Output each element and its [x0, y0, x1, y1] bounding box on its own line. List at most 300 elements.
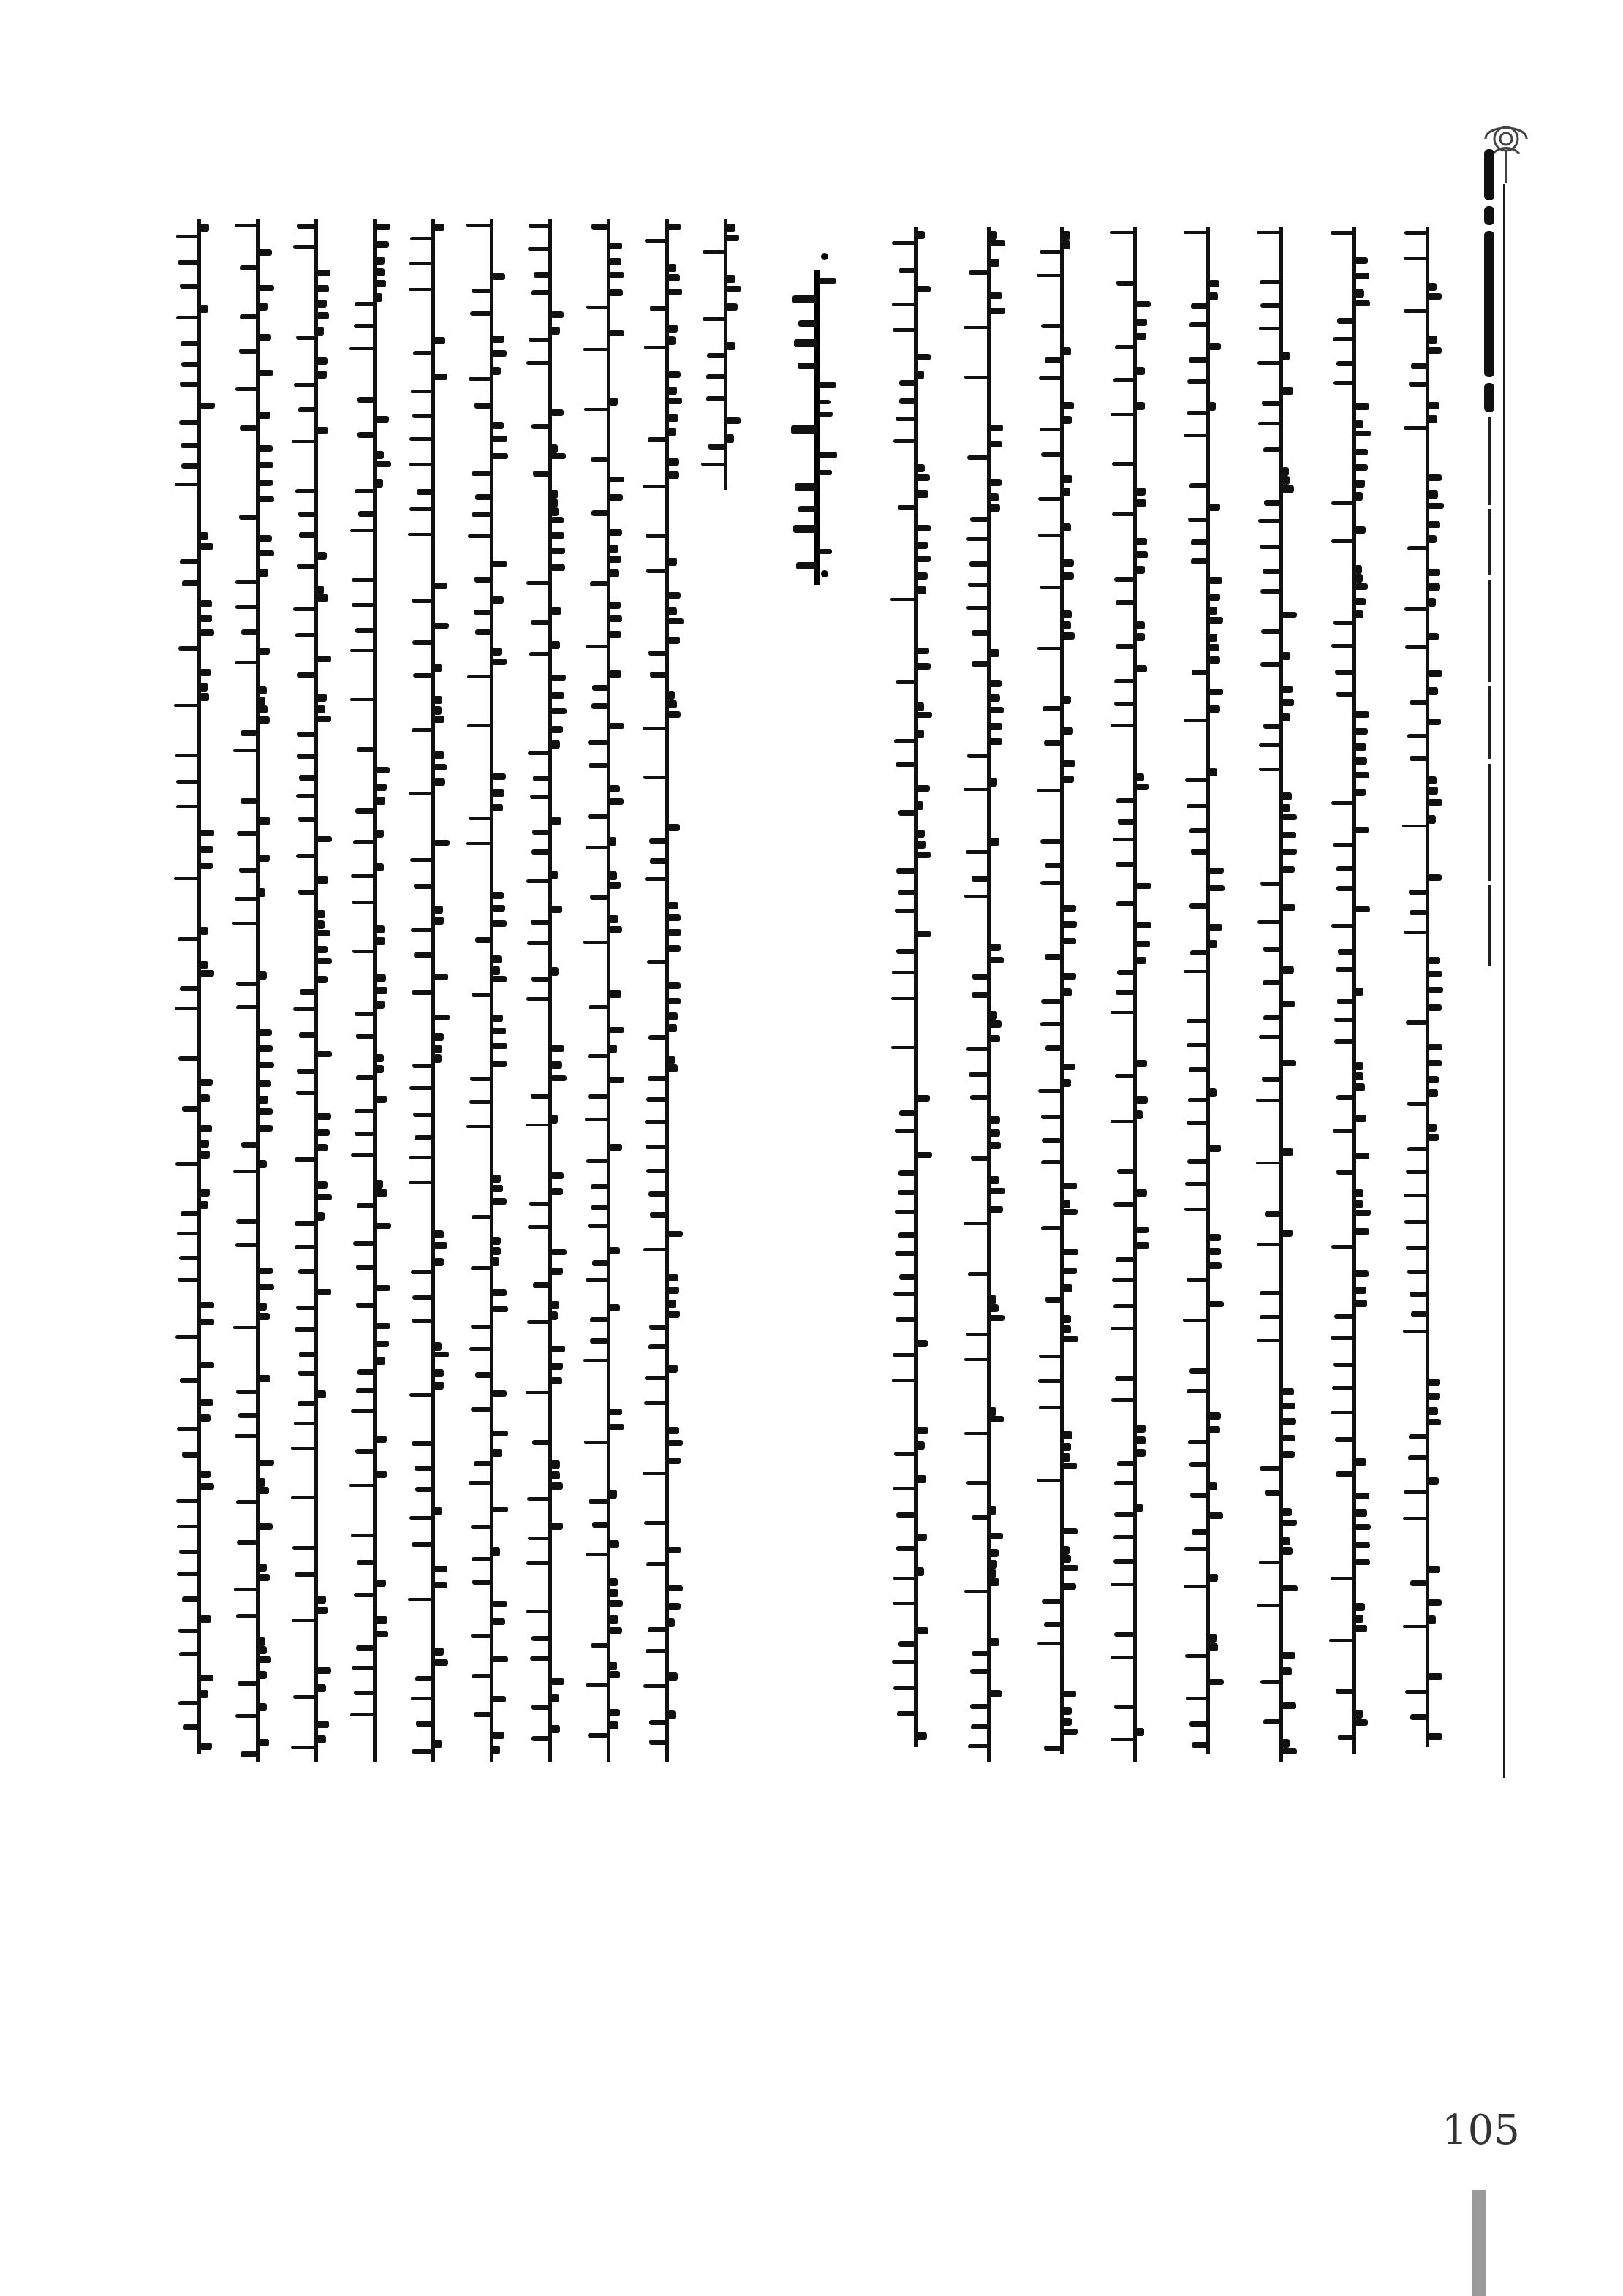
script-glyph	[609, 615, 622, 622]
script-glyph	[1411, 363, 1427, 369]
script-glyph	[1045, 357, 1062, 363]
script-glyph	[894, 1452, 915, 1456]
script-glyph	[1282, 832, 1296, 838]
script-glyph	[526, 1561, 550, 1565]
script-glyph	[492, 336, 504, 343]
paragraph-block-lower	[183, 219, 753, 1776]
script-glyph	[1337, 318, 1354, 324]
script-glyph	[492, 1449, 502, 1457]
script-glyph	[1187, 411, 1208, 415]
script-glyph	[1111, 1398, 1135, 1402]
script-glyph	[1282, 1001, 1295, 1007]
script-glyph	[1062, 1200, 1070, 1208]
script-glyph	[667, 224, 681, 230]
script-glyph	[609, 569, 619, 577]
script-glyph	[1402, 825, 1427, 827]
script-glyph	[412, 1295, 433, 1300]
heading-glyph	[798, 320, 817, 327]
script-glyph	[1428, 1599, 1442, 1606]
script-glyph	[434, 224, 444, 231]
script-glyph	[200, 629, 214, 636]
script-glyph	[375, 257, 385, 265]
script-glyph	[258, 496, 274, 502]
script-glyph	[1428, 1673, 1442, 1680]
script-glyph	[181, 443, 199, 448]
script-glyph	[200, 1125, 212, 1132]
script-glyph	[1208, 504, 1220, 511]
script-glyph	[471, 1325, 491, 1329]
script-glyph	[1062, 1315, 1071, 1323]
script-glyph	[317, 312, 329, 319]
script-glyph	[1189, 322, 1208, 327]
script-glyph	[1041, 324, 1062, 328]
script-glyph	[375, 1616, 387, 1624]
script-glyph	[258, 817, 270, 825]
script-glyph	[178, 1056, 199, 1061]
script-glyph	[967, 455, 988, 460]
heading-glyph	[819, 382, 836, 388]
script-glyph	[588, 1733, 608, 1738]
script-glyph	[1112, 512, 1135, 516]
script-glyph	[609, 1627, 622, 1634]
heading-glyph	[792, 295, 817, 303]
script-glyph	[1282, 1667, 1292, 1675]
script-glyph	[896, 1512, 915, 1518]
script-glyph	[434, 716, 444, 723]
script-glyph	[298, 1269, 316, 1274]
script-glyph	[1135, 551, 1148, 558]
script-glyph	[1188, 1440, 1208, 1444]
script-glyph	[551, 708, 567, 714]
script-glyph	[357, 1203, 374, 1208]
script-glyph	[355, 628, 374, 633]
script-glyph	[1260, 1466, 1281, 1471]
script-glyph	[667, 398, 682, 404]
script-glyph	[1208, 594, 1220, 601]
heading-glyph	[819, 412, 833, 417]
script-glyph	[258, 1487, 269, 1494]
script-glyph	[1113, 1202, 1135, 1207]
script-glyph	[1404, 231, 1427, 235]
script-glyph	[1208, 768, 1217, 776]
script-glyph	[1187, 1121, 1208, 1125]
script-glyph	[1428, 336, 1437, 344]
script-glyph	[989, 1549, 999, 1557]
script-glyph	[258, 648, 270, 655]
script-glyph	[1410, 700, 1427, 705]
script-glyph	[1282, 814, 1297, 820]
script-glyph	[1355, 1062, 1363, 1070]
script-glyph	[317, 876, 328, 884]
script-glyph	[1355, 743, 1366, 751]
script-glyph	[1410, 1292, 1427, 1297]
script-glyph	[416, 1721, 433, 1727]
script-glyph	[609, 1721, 618, 1729]
heading-glyph	[819, 549, 832, 554]
script-glyph	[897, 1711, 915, 1716]
script-glyph	[317, 1144, 328, 1151]
script-glyph	[1037, 274, 1062, 277]
script-glyph	[1113, 378, 1135, 382]
script-glyph	[492, 1185, 503, 1192]
script-glyph	[989, 1295, 996, 1304]
script-glyph	[175, 1007, 199, 1010]
script-glyph	[1039, 376, 1062, 380]
script-glyph	[235, 897, 257, 901]
script-glyph	[200, 1079, 213, 1086]
script-glyph	[492, 1043, 507, 1049]
script-glyph	[317, 1051, 332, 1057]
script-glyph	[667, 1287, 679, 1294]
script-glyph	[200, 970, 214, 977]
script-glyph	[434, 1258, 444, 1266]
script-glyph	[1114, 1481, 1135, 1485]
script-glyph	[989, 1506, 996, 1515]
script-glyph	[1183, 1319, 1208, 1322]
script-glyph	[492, 1696, 506, 1702]
script-glyph	[1135, 488, 1146, 496]
script-glyph	[355, 489, 374, 493]
script-glyph	[1062, 402, 1074, 409]
script-glyph	[648, 1035, 667, 1040]
script-glyph	[200, 1201, 208, 1209]
script-glyph	[1187, 1019, 1208, 1023]
script-glyph	[258, 1029, 272, 1036]
script-glyph	[586, 306, 608, 309]
script-glyph	[1407, 1102, 1427, 1106]
script-glyph	[643, 727, 667, 730]
script-glyph	[1410, 1580, 1427, 1586]
script-glyph	[1282, 713, 1290, 721]
script-glyph	[258, 445, 273, 452]
script-glyph	[964, 788, 988, 791]
script-glyph	[317, 586, 324, 594]
script-glyph	[534, 272, 550, 278]
script-glyph	[609, 1615, 618, 1624]
script-glyph	[588, 1094, 608, 1099]
script-glyph	[200, 1151, 210, 1159]
script-glyph	[1333, 843, 1354, 847]
script-glyph	[646, 1562, 667, 1566]
script-glyph	[291, 1746, 316, 1749]
script-glyph	[297, 224, 316, 229]
script-glyph	[916, 1567, 924, 1576]
script-glyph	[1208, 940, 1217, 948]
script-glyph	[355, 1012, 374, 1016]
script-glyph	[200, 961, 208, 969]
script-glyph	[964, 1358, 988, 1361]
script-glyph	[1336, 886, 1354, 891]
script-glyph	[646, 1145, 667, 1149]
script-glyph	[175, 483, 199, 486]
script-glyph	[531, 620, 550, 625]
script-glyph	[526, 997, 550, 1001]
script-glyph	[412, 640, 433, 645]
script-glyph	[299, 775, 316, 781]
script-glyph	[645, 877, 667, 881]
script-glyph	[1355, 1509, 1367, 1517]
script-glyph	[1037, 1642, 1062, 1645]
script-glyph	[492, 436, 507, 442]
script-glyph	[969, 561, 988, 567]
script-glyph	[968, 583, 988, 587]
script-glyph	[1334, 1039, 1354, 1044]
script-glyph	[236, 1005, 257, 1009]
script-glyph	[295, 633, 316, 637]
script-glyph	[1331, 1336, 1354, 1340]
script-glyph	[200, 1140, 209, 1148]
script-glyph	[529, 224, 550, 228]
script-glyph	[989, 1020, 1002, 1028]
script-glyph	[916, 525, 931, 531]
script-glyph	[434, 1033, 444, 1041]
script-glyph	[969, 1072, 988, 1077]
script-glyph	[1282, 1060, 1296, 1066]
script-glyph	[989, 1176, 999, 1184]
script-glyph	[357, 1560, 374, 1565]
script-glyph	[529, 338, 550, 342]
script-glyph	[356, 1303, 374, 1308]
script-glyph	[531, 290, 550, 295]
script-glyph	[241, 798, 257, 804]
script-glyph	[646, 1169, 667, 1173]
script-glyph	[916, 231, 925, 239]
script-glyph	[532, 830, 550, 835]
script-glyph	[1403, 1517, 1427, 1520]
script-glyph	[258, 285, 274, 291]
script-glyph	[1355, 1615, 1363, 1623]
script-glyph	[258, 550, 274, 556]
script-glyph	[1260, 882, 1281, 886]
script-glyph	[1135, 402, 1145, 410]
script-glyph	[551, 517, 564, 523]
script-glyph	[182, 1452, 199, 1458]
script-glyph	[1116, 281, 1135, 286]
script-glyph	[200, 1319, 214, 1325]
script-glyph	[916, 1534, 927, 1541]
script-glyph	[531, 1705, 550, 1710]
script-glyph	[178, 1701, 199, 1705]
script-glyph	[1135, 883, 1151, 889]
script-glyph	[1116, 901, 1135, 906]
script-glyph	[1355, 789, 1366, 796]
script-glyph	[317, 371, 327, 379]
script-glyph	[892, 971, 915, 974]
script-glyph	[972, 661, 988, 667]
script-glyph	[1355, 610, 1363, 618]
script-glyph	[1263, 447, 1281, 452]
script-glyph	[1355, 827, 1369, 833]
script-glyph	[375, 863, 384, 871]
script-glyph	[1039, 1355, 1062, 1358]
script-glyph	[964, 1222, 988, 1225]
script-glyph	[1263, 1015, 1281, 1020]
script-glyph	[1111, 1011, 1135, 1014]
script-glyph	[893, 1292, 915, 1296]
script-glyph	[467, 675, 491, 678]
script-glyph	[1062, 1064, 1075, 1070]
script-glyph	[972, 1515, 988, 1520]
script-glyph	[609, 882, 621, 889]
script-glyph	[410, 858, 433, 862]
script-glyph	[470, 1077, 491, 1081]
script-glyph	[356, 1645, 374, 1651]
script-glyph	[492, 773, 506, 780]
script-glyph	[258, 1460, 274, 1466]
script-glyph	[492, 1618, 505, 1625]
script-glyph	[703, 317, 725, 321]
script-glyph	[357, 1369, 374, 1375]
script-glyph	[200, 1414, 211, 1422]
script-glyph	[1331, 231, 1354, 235]
script-glyph	[1428, 719, 1441, 725]
script-glyph	[989, 1315, 1005, 1321]
script-glyph	[609, 1578, 618, 1586]
script-glyph	[375, 830, 384, 838]
script-glyph	[492, 1431, 508, 1436]
script-glyph	[1185, 1654, 1208, 1658]
script-glyph	[297, 672, 316, 678]
script-glyph	[583, 348, 608, 351]
script-glyph	[1189, 1368, 1208, 1374]
script-glyph	[916, 931, 931, 937]
script-glyph	[667, 558, 677, 566]
script-glyph	[475, 629, 491, 635]
script-glyph	[528, 1225, 550, 1229]
script-glyph	[356, 1034, 374, 1039]
script-glyph	[551, 499, 558, 507]
script-glyph	[526, 581, 550, 585]
script-glyph	[1189, 828, 1208, 833]
script-glyph	[258, 370, 273, 376]
script-glyph	[551, 641, 560, 649]
script-glyph	[317, 1113, 331, 1120]
script-glyph	[200, 1471, 211, 1478]
script-glyph	[1428, 521, 1440, 528]
script-glyph	[1115, 1074, 1135, 1078]
script-glyph	[964, 1432, 988, 1435]
script-glyph	[648, 1191, 667, 1197]
script-glyph	[296, 854, 316, 858]
script-glyph	[200, 1483, 214, 1490]
script-glyph	[241, 1751, 257, 1757]
script-glyph	[667, 1056, 675, 1064]
script-glyph	[408, 1598, 433, 1601]
script-glyph	[1282, 1435, 1295, 1441]
script-glyph	[989, 707, 1004, 713]
script-glyph	[1208, 1248, 1221, 1255]
script-glyph	[375, 461, 391, 467]
script-glyph	[1038, 1089, 1062, 1093]
script-glyph	[317, 976, 328, 983]
script-glyph	[895, 909, 915, 913]
script-glyph	[180, 986, 199, 991]
script-glyph	[609, 494, 623, 501]
script-glyph	[1062, 1431, 1072, 1439]
script-glyph	[1260, 662, 1281, 667]
script-glyph	[1258, 519, 1281, 523]
script-glyph	[1208, 1643, 1218, 1651]
script-glyph	[1184, 1547, 1208, 1551]
script-glyph	[1041, 1115, 1062, 1119]
script-glyph	[1333, 1129, 1354, 1133]
script-glyph	[648, 651, 667, 656]
script-glyph	[317, 1289, 331, 1295]
script-glyph	[354, 324, 374, 328]
script-glyph	[351, 1534, 374, 1537]
script-glyph	[1428, 1419, 1441, 1425]
script-glyph	[551, 409, 564, 416]
script-glyph	[1062, 610, 1072, 618]
script-glyph	[891, 1046, 915, 1049]
script-glyph	[1257, 361, 1281, 365]
script-glyph	[964, 1590, 988, 1593]
script-glyph	[1041, 1226, 1062, 1230]
script-glyph	[1062, 488, 1070, 496]
script-glyph	[643, 1248, 667, 1251]
script-glyph	[989, 441, 1002, 447]
script-glyph	[317, 357, 328, 365]
script-glyph	[551, 444, 558, 453]
script-glyph	[1135, 1425, 1146, 1433]
script-glyph	[533, 776, 550, 781]
script-glyph	[527, 1320, 550, 1324]
script-glyph	[375, 987, 387, 994]
script-glyph	[1428, 535, 1437, 543]
script-glyph	[183, 1724, 199, 1730]
script-glyph	[551, 692, 564, 699]
script-glyph	[1355, 1710, 1363, 1719]
script-glyph	[1428, 1733, 1442, 1740]
heading-glyph	[819, 470, 832, 475]
script-glyph	[470, 311, 491, 316]
script-glyph	[916, 1475, 926, 1483]
script-glyph	[1208, 689, 1223, 695]
script-glyph	[317, 656, 331, 662]
script-glyph	[1135, 1110, 1143, 1119]
script-glyph	[317, 705, 325, 713]
script-glyph	[649, 1325, 667, 1330]
script-glyph	[235, 1434, 257, 1438]
script-glyph	[1338, 1735, 1354, 1740]
script-glyph	[1282, 849, 1297, 855]
script-glyph	[529, 1202, 550, 1206]
script-glyph	[298, 817, 316, 822]
script-glyph	[1428, 987, 1443, 993]
script-glyph	[409, 792, 433, 795]
script-glyph	[590, 1338, 608, 1344]
script-glyph	[294, 383, 316, 387]
script-glyph	[1187, 379, 1208, 384]
script-glyph	[1260, 1315, 1281, 1319]
script-glyph	[492, 1507, 508, 1512]
script-glyph	[492, 1289, 507, 1296]
script-glyph	[647, 960, 667, 964]
script-glyph	[1428, 283, 1437, 291]
script-glyph	[1037, 1479, 1062, 1482]
script-glyph	[258, 855, 270, 862]
script-glyph	[667, 945, 681, 952]
script-glyph	[989, 723, 1002, 730]
script-glyph	[258, 697, 265, 705]
script-glyph	[414, 884, 433, 889]
script-glyph	[1116, 644, 1135, 649]
script-glyph	[356, 1075, 374, 1080]
script-glyph	[609, 1540, 619, 1548]
script-glyph	[989, 1416, 1004, 1422]
paragraph-block-upper	[899, 227, 1462, 1784]
script-glyph	[178, 646, 199, 651]
